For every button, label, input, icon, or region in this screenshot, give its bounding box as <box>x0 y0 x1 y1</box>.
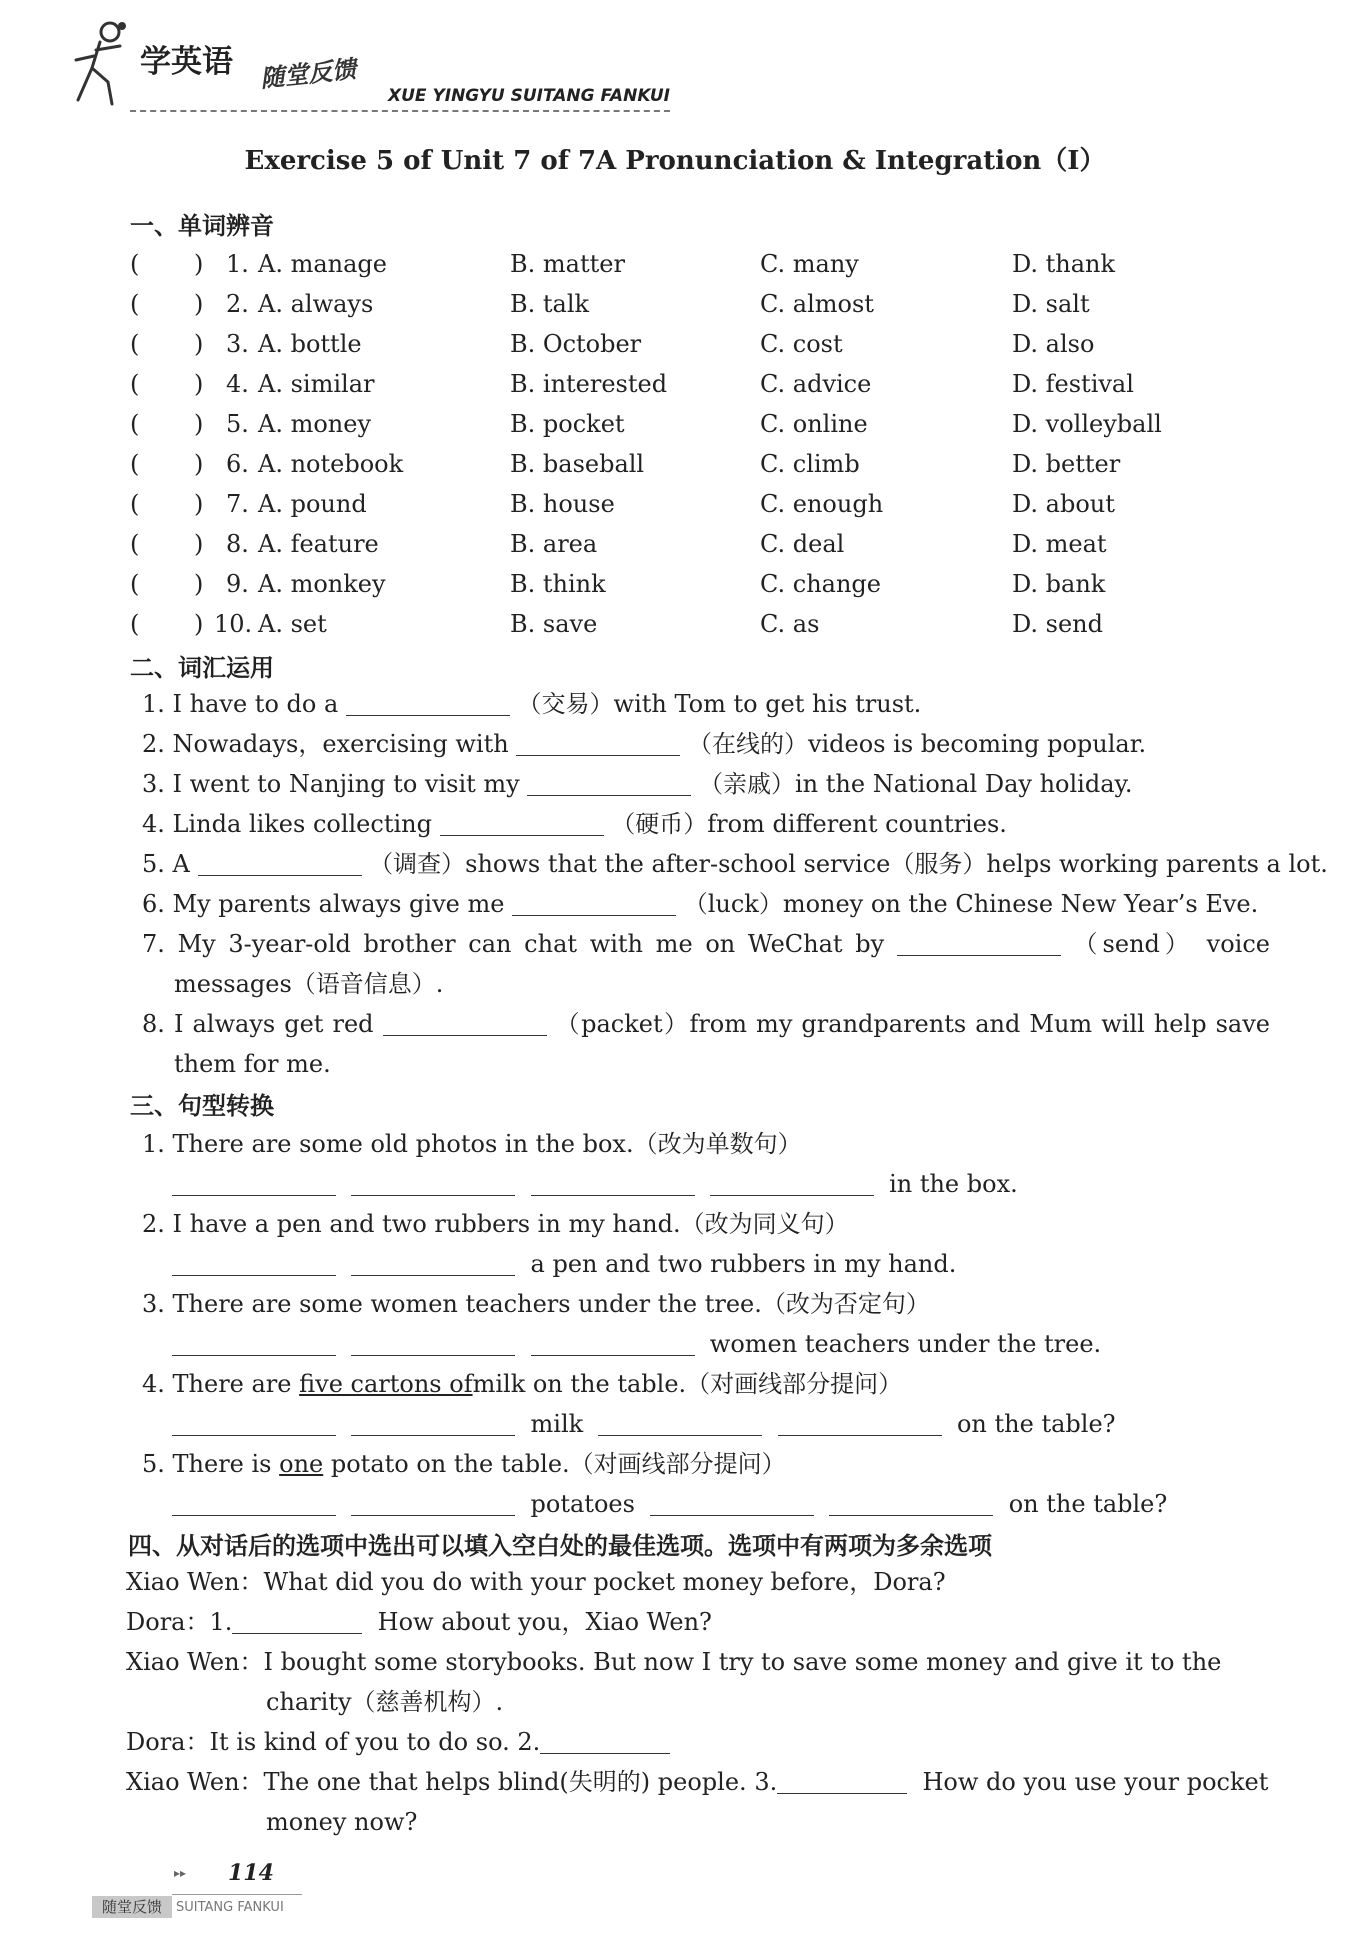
question-number: 1. <box>226 250 249 278</box>
speaker-name: Xiao Wen： <box>126 1568 264 1596</box>
underlined-phrase: one <box>279 1450 324 1478</box>
open-paren: ( <box>130 450 140 478</box>
footer-rule <box>172 1894 302 1895</box>
option-d: D. send <box>1012 610 1103 638</box>
question-text-after: milk on the table.（对画线部分提问） <box>472 1370 903 1398</box>
answer-text-after: on the table? <box>956 1410 1116 1438</box>
answer-blank[interactable] <box>172 1491 336 1516</box>
option-a: A. similar <box>258 370 375 398</box>
dialogue-continuation <box>266 1806 417 1838</box>
dialogue-text: It is kind of you to do so. <box>209 1728 510 1756</box>
header-zh-subtitle: 随堂反馈 <box>259 55 358 93</box>
option-d: D. better <box>1012 450 1121 478</box>
item-text-after: （硬币）from different countries. <box>611 810 1007 838</box>
dialogue-text-continuation: money now? <box>266 1808 418 1836</box>
close-paren: ) <box>194 490 204 518</box>
answer-blank[interactable] <box>198 851 362 876</box>
answer-blank[interactable] <box>778 1411 942 1436</box>
footer-label: 随堂反馈 <box>92 1896 172 1918</box>
vocabulary-item <box>142 728 1146 760</box>
answer-blank[interactable] <box>172 1331 336 1356</box>
item-text-continuation: messages（语音信息）. <box>174 970 444 998</box>
answer-blank[interactable] <box>351 1331 515 1356</box>
option-c: C. change <box>760 570 881 598</box>
answer-blank[interactable] <box>351 1171 515 1196</box>
question-text-after: potato on the table.（对画线部分提问） <box>323 1450 786 1478</box>
answer-blank[interactable] <box>897 931 1061 956</box>
answer-word: milk <box>530 1410 584 1438</box>
answer-parentheses[interactable] <box>130 448 204 480</box>
arrow-icon: ▸▸ <box>174 1866 187 1880</box>
option-d: D. salt <box>1012 290 1090 318</box>
item-text-after: （luck）money on the Chinese New Year’s Eve. <box>683 890 1259 918</box>
section-heading-phonics: 一、单词辨音 <box>130 212 274 240</box>
answer-parentheses[interactable] <box>130 368 204 400</box>
vocabulary-item <box>142 928 1270 960</box>
option-c: C. climb <box>760 450 860 478</box>
vocabulary-item <box>142 768 1133 800</box>
header-en-subtitle: XUE YINGYU SUITANG FANKUI <box>388 86 671 106</box>
close-paren: ) <box>194 330 204 358</box>
open-paren: ( <box>130 370 140 398</box>
option-b: B. save <box>510 610 598 638</box>
blank-number: 1. <box>209 1608 233 1636</box>
speaker-name: Xiao Wen： <box>126 1768 264 1796</box>
item-text-after: （亲戚）in the National Day holiday. <box>699 770 1133 798</box>
question-text: 2. I have a pen and two rubbers in my hand.（改为同义句） <box>142 1210 849 1238</box>
answer-blank[interactable] <box>527 771 691 796</box>
answer-blank[interactable] <box>440 811 604 836</box>
answer-blank[interactable] <box>516 731 680 756</box>
option-a: A. feature <box>258 530 379 558</box>
question-number: 6. <box>226 450 249 478</box>
transform-question <box>142 1448 786 1480</box>
answer-blank[interactable] <box>540 1729 670 1754</box>
close-paren: ) <box>194 570 204 598</box>
answer-blank[interactable] <box>351 1251 515 1276</box>
item-text-after: （send） voice <box>1073 930 1270 958</box>
speaker-name: Dora： <box>126 1728 210 1756</box>
dialogue-line <box>126 1606 712 1638</box>
answer-blank[interactable] <box>710 1171 874 1196</box>
answer-text-after: in the box. <box>889 1170 1018 1198</box>
dialogue-line <box>126 1566 946 1598</box>
answer-blank[interactable] <box>531 1171 695 1196</box>
answer-text-after: a pen and two rubbers in my hand. <box>530 1250 957 1278</box>
close-paren: ) <box>194 370 204 398</box>
option-b: B. house <box>510 490 615 518</box>
answer-blank[interactable] <box>512 891 676 916</box>
transform-question <box>142 1128 802 1160</box>
item-text-after: （调查）shows that the after-school service（服务）helps working parents a lot. <box>369 850 1328 878</box>
answer-parentheses[interactable] <box>130 568 204 600</box>
answer-blank[interactable] <box>829 1491 993 1516</box>
item-text-before: 4. Linda likes collecting <box>142 810 432 838</box>
option-b: B. October <box>510 330 642 358</box>
page-number: 114 <box>228 1860 274 1886</box>
close-paren: ) <box>194 290 204 318</box>
speaker-name: Dora： <box>126 1608 210 1636</box>
option-a: A. money <box>258 410 372 438</box>
option-d: D. volleyball <box>1012 410 1162 438</box>
open-paren: ( <box>130 570 140 598</box>
dialogue-line <box>126 1646 1221 1678</box>
question-text-before: 4. There are <box>142 1370 300 1398</box>
dialogue-text: How about you，Xiao Wen? <box>377 1608 712 1636</box>
option-c: C. advice <box>760 370 872 398</box>
option-d: D. thank <box>1012 250 1116 278</box>
item-text-after: （在线的）videos is becoming popular. <box>687 730 1147 758</box>
open-paren: ( <box>130 490 140 518</box>
answer-parentheses[interactable] <box>130 488 204 520</box>
item-text-after: （交易）with Tom to get his trust. <box>517 690 922 718</box>
option-a: A. set <box>258 610 327 638</box>
answer-blank[interactable] <box>531 1331 695 1356</box>
option-b: B. interested <box>510 370 668 398</box>
answer-blank[interactable] <box>351 1411 515 1436</box>
answer-parentheses[interactable] <box>130 528 204 560</box>
option-a: A. bottle <box>258 330 362 358</box>
transform-answer-line <box>172 1328 1101 1360</box>
question-number: 5. <box>226 410 249 438</box>
answer-parentheses[interactable] <box>130 608 204 640</box>
answer-text-after: on the table? <box>1008 1490 1168 1518</box>
open-paren: ( <box>130 410 140 438</box>
answer-parentheses[interactable] <box>130 288 204 320</box>
vocabulary-item <box>142 688 921 720</box>
dialogue-continuation <box>266 1686 503 1718</box>
close-paren: ) <box>194 250 204 278</box>
answer-parentheses[interactable] <box>130 328 204 360</box>
answer-blank[interactable] <box>383 1011 547 1036</box>
blank-number: 2. <box>517 1728 541 1756</box>
question-text-before: 5. There is <box>142 1450 280 1478</box>
dialogue-text: What did you do with your pocket money before，Dora? <box>263 1568 946 1596</box>
dialogue-text-continuation: charity（慈善机构）. <box>266 1688 504 1716</box>
question-number: 9. <box>226 570 249 598</box>
option-c: C. cost <box>760 330 843 358</box>
option-c: C. as <box>760 610 820 638</box>
option-c: C. deal <box>760 530 845 558</box>
transform-question <box>142 1208 849 1240</box>
close-paren: ) <box>194 610 204 638</box>
item-text-before: 1. I have to do a <box>142 690 339 718</box>
section-heading-transform: 三、句型转换 <box>130 1092 274 1120</box>
section-heading-dialogue: 四、从对话后的选项中选出可以填入空白处的最佳选项。选项中有两项为多余选项 <box>128 1532 992 1560</box>
question-number: 10. <box>214 610 253 638</box>
answer-blank[interactable] <box>172 1171 336 1196</box>
dialogue-line <box>126 1766 1268 1798</box>
item-text-before: 3. I went to Nanjing to visit my <box>142 770 520 798</box>
answer-blank[interactable] <box>351 1491 515 1516</box>
option-d: D. also <box>1012 330 1095 358</box>
open-paren: ( <box>130 610 140 638</box>
close-paren: ) <box>194 530 204 558</box>
item-text-before: 2. Nowadays，exercising with <box>142 730 509 758</box>
vocabulary-item-continuation <box>174 1048 331 1080</box>
option-c: C. many <box>760 250 859 278</box>
option-a: A. always <box>258 290 374 318</box>
option-a: A. notebook <box>258 450 404 478</box>
transform-answer-line <box>172 1408 1116 1440</box>
answer-blank[interactable] <box>650 1491 814 1516</box>
open-paren: ( <box>130 290 140 318</box>
option-d: D. festival <box>1012 370 1134 398</box>
answer-blank[interactable] <box>172 1251 336 1276</box>
page-footer <box>92 1852 312 1922</box>
open-paren: ( <box>130 530 140 558</box>
exercise-title: Exercise 5 of Unit 7 of 7A Pronunciation & Integration（Ⅰ） <box>244 146 1106 176</box>
item-text-continuation: them for me. <box>174 1050 331 1078</box>
option-b: B. area <box>510 530 598 558</box>
option-d: D. about <box>1012 490 1115 518</box>
transform-question <box>142 1368 902 1400</box>
vocabulary-item <box>142 808 1007 840</box>
answer-parentheses[interactable] <box>130 248 204 280</box>
answer-parentheses[interactable] <box>130 408 204 440</box>
option-b: B. pocket <box>510 410 625 438</box>
option-b: B. talk <box>510 290 590 318</box>
question-number: 8. <box>226 530 249 558</box>
item-text-before: 8. I always get red <box>142 1010 374 1038</box>
question-number: 3. <box>226 330 249 358</box>
answer-blank[interactable] <box>598 1411 762 1436</box>
close-paren: ) <box>194 450 204 478</box>
open-paren: ( <box>130 250 140 278</box>
option-b: B. baseball <box>510 450 645 478</box>
option-d: D. meat <box>1012 530 1107 558</box>
answer-word: potatoes <box>530 1490 635 1518</box>
question-number: 7. <box>226 490 249 518</box>
item-text-before: 5. A <box>142 850 190 878</box>
option-a: A. manage <box>258 250 387 278</box>
open-paren: ( <box>130 330 140 358</box>
answer-blank[interactable] <box>172 1411 336 1436</box>
dialogue-text-after: How do you use your pocket <box>922 1768 1269 1796</box>
option-a: A. monkey <box>258 570 386 598</box>
option-b: B. matter <box>510 250 625 278</box>
transform-question <box>142 1288 930 1320</box>
page-header <box>70 14 690 106</box>
answer-blank[interactable] <box>777 1769 907 1794</box>
option-b: B. think <box>510 570 606 598</box>
option-c: C. online <box>760 410 868 438</box>
dialogue-text: The one that helps blind(失明的) people. <box>263 1768 747 1796</box>
dialogue-text: I bought some storybooks. But now I try to save some money and give it to the <box>263 1648 1222 1676</box>
answer-blank[interactable] <box>232 1609 362 1634</box>
vocabulary-item-continuation <box>174 968 443 1000</box>
footer-label-en: SUITANG FANKUI <box>176 1900 284 1915</box>
vocabulary-item <box>142 1008 1270 1040</box>
blank-number: 3. <box>754 1768 778 1796</box>
option-d: D. bank <box>1012 570 1106 598</box>
header-dashed-rule <box>130 110 670 112</box>
item-text-before: 6. My parents always give me <box>142 890 505 918</box>
answer-text-after: women teachers under the tree. <box>709 1330 1102 1358</box>
question-number: 2. <box>226 290 249 318</box>
transform-answer-line <box>172 1488 1167 1520</box>
question-number: 4. <box>226 370 249 398</box>
underlined-phrase: five cartons of <box>299 1370 473 1398</box>
option-a: A. pound <box>258 490 367 518</box>
item-text-before: 7. My 3-year-old brother can chat with me on WeChat by <box>142 930 885 958</box>
dialogue-line <box>126 1726 670 1758</box>
transform-answer-line <box>172 1168 1018 1200</box>
option-c: C. enough <box>760 490 884 518</box>
speaker-name: Xiao Wen： <box>126 1648 264 1676</box>
answer-blank[interactable] <box>346 691 510 716</box>
header-zh-title: 学英语 <box>140 44 233 80</box>
vocabulary-item <box>142 888 1258 920</box>
question-text: 3. There are some women teachers under the tree.（改为否定句） <box>142 1290 930 1318</box>
transform-answer-line <box>172 1248 956 1280</box>
vocabulary-item <box>142 848 1328 880</box>
item-text-after: （packet）from my grandparents and Mum will help save <box>555 1010 1270 1038</box>
close-paren: ) <box>194 410 204 438</box>
option-c: C. almost <box>760 290 874 318</box>
section-heading-vocabulary: 二、词汇运用 <box>130 654 274 682</box>
question-text: 1. There are some old photos in the box.（改为单数句） <box>142 1130 802 1158</box>
runner-logo-icon <box>70 20 136 106</box>
